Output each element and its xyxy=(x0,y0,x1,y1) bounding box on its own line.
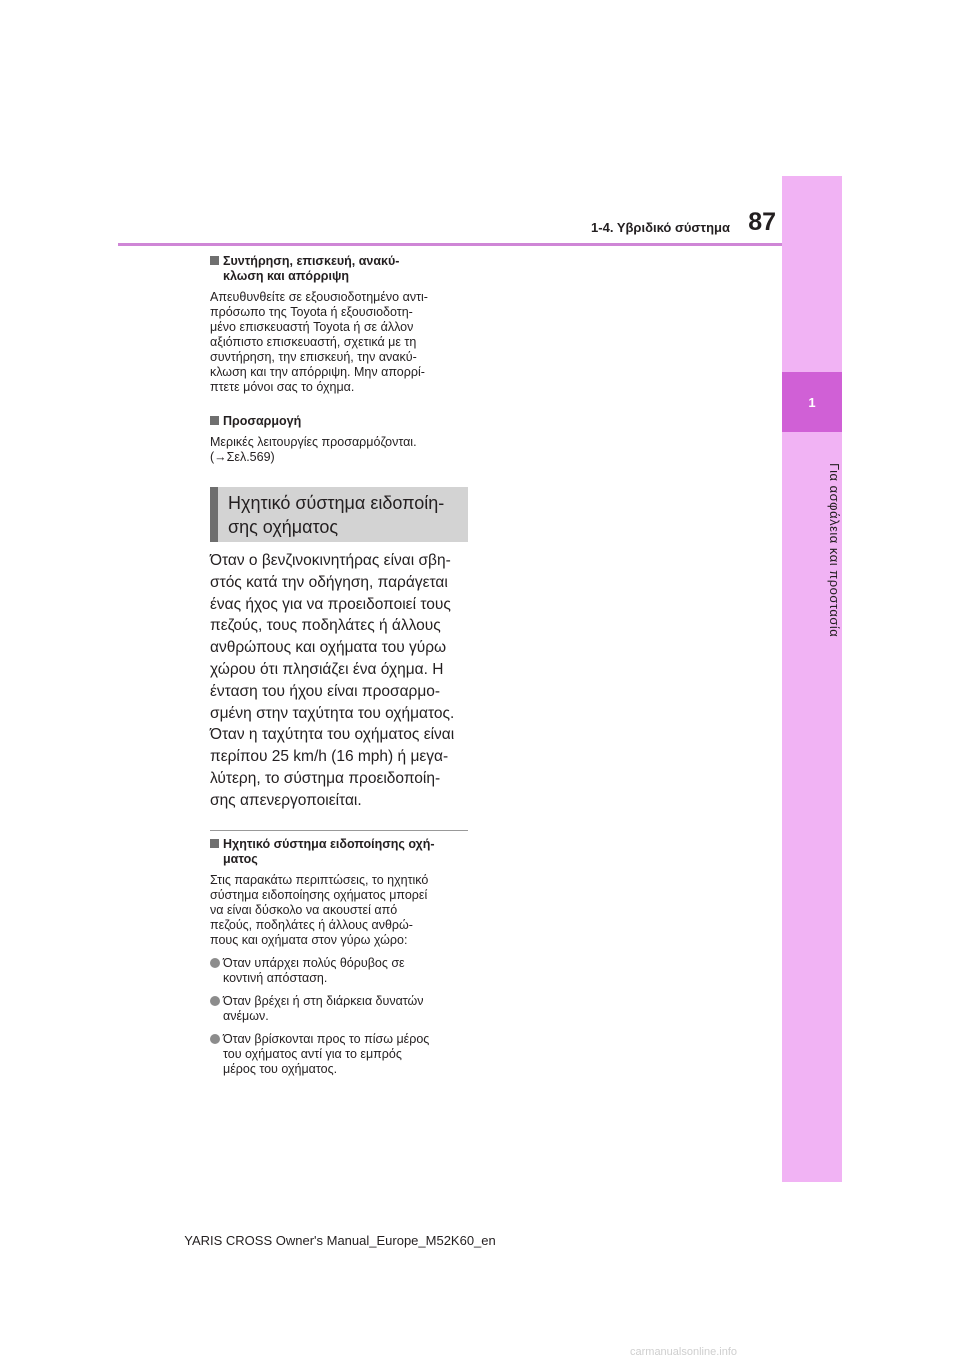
main-line: ένας ήχος για να προειδοποιεί τους xyxy=(210,595,451,613)
banner-line: Ηχητικό σύστημα ειδοποίη- xyxy=(228,493,445,513)
warning-sound-line: να είναι δύσκολο να ακουστεί από xyxy=(210,903,398,917)
maintenance-line: πτετε μόνοι σας το όχημα. xyxy=(210,380,355,394)
main-line: περίπου 25 km/h (16 mph) ή μεγα- xyxy=(210,748,449,766)
list-item: Όταν βρίσκονται προς το πίσω μέρος του οχήματος αντί για το εμπρός μέρος του οχήματος. xyxy=(210,1032,472,1077)
maintenance-line: μένο επισκευαστή Toyota ή σε άλλον xyxy=(210,320,414,334)
warning-sound-line: Στις παρακάτω περιπτώσεις, το ηχητικό xyxy=(210,873,429,887)
main-line: σμένη στην ταχύτητα του οχήματος. xyxy=(210,704,455,722)
section-divider xyxy=(210,830,468,831)
maintenance-line: κλωση και την απόρριψη. Μην απορρί- xyxy=(210,365,425,379)
maintenance-section xyxy=(210,254,472,395)
square-bullet-icon xyxy=(210,256,219,265)
maintenance-line: συντήρηση, την επισκευή, την ανακύ- xyxy=(210,350,417,364)
warning-sound-section xyxy=(210,837,472,1077)
main-line: σης απενεργοποιείται. xyxy=(210,791,362,809)
main-line: στός κατά την οδήγηση, παράγεται xyxy=(210,573,448,591)
footer-text: YARIS CROSS Owner's Manual_Europe_M52K60_en xyxy=(184,1233,496,1248)
chapter-number-tab[interactable]: 1 xyxy=(782,372,842,432)
chapter-title: Για ασφάλεια και προστασία xyxy=(827,462,842,638)
customization-section xyxy=(210,414,472,465)
square-bullet-icon xyxy=(210,416,219,425)
section-title: 1-4. Υβριδικό σύστημα xyxy=(591,220,730,235)
chapter-side-band xyxy=(782,176,842,1182)
circle-bullet-icon xyxy=(210,958,220,968)
main-line: πεζούς, τους ποδηλάτες ή άλλους xyxy=(210,617,441,635)
main-line: Όταν ο βενζινοκινητήρας είναι σβη- xyxy=(210,552,451,569)
warning-sound-heading: Ηχητικό σύστημα ειδοποίησης οχή- ματος xyxy=(210,837,472,867)
list-item: Όταν υπάρχει πολύς θόρυβος σε κοντινή απόσταση. xyxy=(210,956,472,986)
chapter-title-vertical xyxy=(782,440,842,660)
maintenance-line: αξιόπιστο επισκευαστή, σχετικά με τη xyxy=(210,335,417,349)
banner-line: σης οχήματος xyxy=(228,517,339,537)
page-number: 87 xyxy=(748,208,776,236)
square-bullet-icon xyxy=(210,839,219,848)
section-banner xyxy=(210,487,468,542)
warning-sound-line: πεζούς, ποδηλάτες ή άλλους ανθρώ- xyxy=(210,918,413,932)
customization-line: Μερικές λειτουργίες προσαρμόζονται. xyxy=(210,435,417,449)
main-line: λύτερη, το σύστημα προειδοποίη- xyxy=(210,769,441,787)
warning-sound-line: σύστημα ειδοποίησης οχήματος μπορεί xyxy=(210,888,428,902)
main-paragraph xyxy=(210,550,472,812)
main-line: Όταν η ταχύτητα του οχήματος είναι xyxy=(210,726,455,744)
main-line: χώρου ότι πλησιάζει ένα όχημα. Η xyxy=(210,660,444,678)
circle-bullet-icon xyxy=(210,1034,220,1044)
watermark: carmanualsonline.info xyxy=(630,1346,738,1358)
maintenance-heading: Συντήρηση, επισκευή, ανακύ- κλωση και απόρριψη xyxy=(210,254,472,284)
maintenance-line: πρόσωπο της Toyota ή εξουσιοδοτη- xyxy=(210,305,413,319)
header-rule xyxy=(118,243,782,246)
circle-bullet-icon xyxy=(210,996,220,1006)
warning-sound-line: πους και οχήματα στον γύρω χώρο: xyxy=(210,933,408,947)
customization-heading: Προσαρμογή xyxy=(210,414,472,429)
list-item: Όταν βρέχει ή στη διάρκεια δυνατών ανέμων. xyxy=(210,994,472,1024)
main-line: ένταση του ήχου είναι προσαρμο- xyxy=(210,682,441,700)
main-line: ανθρώπους και οχήματα του γύρω xyxy=(210,639,447,657)
maintenance-line: Απευθυνθείτε σε εξουσιοδοτημένο αντι- xyxy=(210,290,428,304)
page-reference-link[interactable]: (→Σελ.569) xyxy=(210,450,275,464)
